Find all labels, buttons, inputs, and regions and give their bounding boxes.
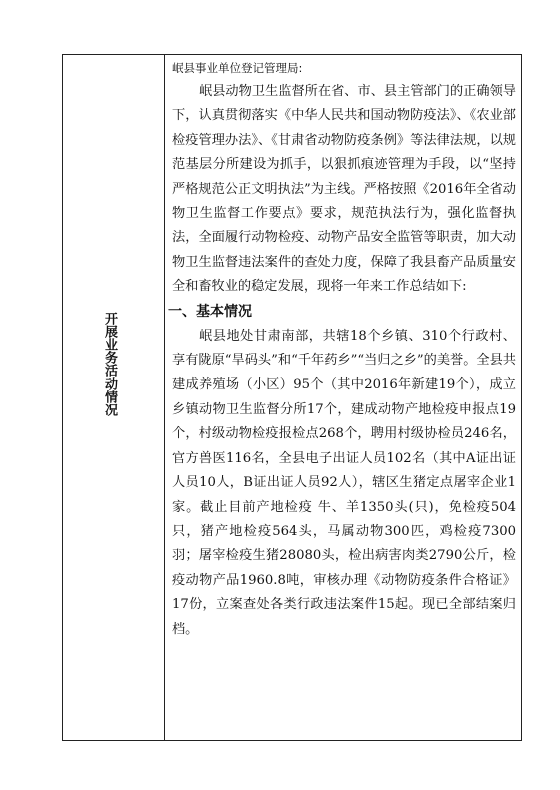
report-content xyxy=(168,60,516,642)
intro-paragraph: 岷县动物卫生监督所在省、市、县主管部门的正确领导下，认真贯彻落实《中华人民共和国动物防疫法》、《农业部检疫管理办法》、《甘肃省动物防疫条例》等法律法规，以规范基层分所建设为抓手，以狠抓痕迹管理为手段，以“坚持严格规范公正文明执法”为主线。严格按照《2016年全省动物卫生监督工作要点》要求，规范执法行为，强化监督执法，全面履行动物检疫、动物产品安全监管等职责，加大动物卫生监督违法案件的查处力度，保障了我县畜产品质量安全和畜牧业的稳定发展，现将一年来工作总结如下: xyxy=(172,84,516,295)
row-label: 开展业务活动情况 xyxy=(102,312,117,416)
section-paragraph: 岷县地处甘肃南部，共辖18个乡镇、310个行政村、享有陇原“旱码头”和“千年药乡”“当归之乡”的美誉。全县共建成养殖场（小区）95个（其中2016年新建19个），成立乡镇动物卫生监督分所17个，建成动物产地检疫申报点19个，村级动物检疫报检点268个，聘用村级协检员246名，官方兽医116名，全县电子出证人员102名（其中A证出证人员10人，B证出证人员92人），辖区生猪定点屠宰企业1家。截止目前产地检疫 牛、羊1350头(只)，免检疫504只，猪产地检疫564头，马属动物300匹，鸡检疫7300羽；屠宰检疫生猪28080头，检出病害肉类2790公斤，检疫动物产品1960.8吨，审核办理《动物防疫条件合格证》17份，立案查处各类行政违法案件15起。现已全部结案归档。 xyxy=(172,328,516,637)
addressee: 岷县事业单位登记管理局: xyxy=(172,61,303,75)
column-divider xyxy=(164,54,165,741)
section-heading: 一、基本情况 xyxy=(168,303,252,320)
